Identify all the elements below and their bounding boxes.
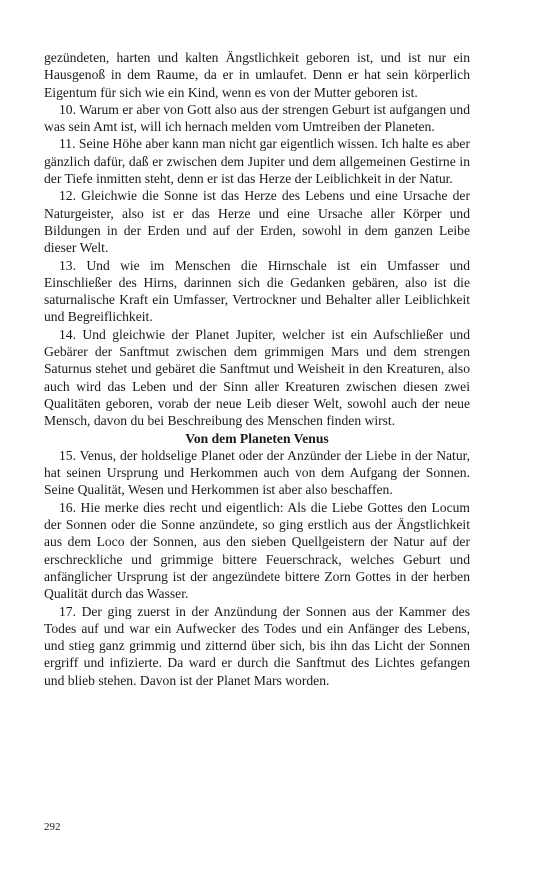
- paragraph-15: 15. Venus, der holdselige Planet oder der Anzünder der Liebe in der Natur, hat seinen Ursprung und Herkommen auch von dem Aufgang der Sonnen. Seine Qualität, Wesen und Herkommen ist aber also beschaffen.: [44, 447, 470, 498]
- paragraph-16: 16. Hie merke dies recht und eigentlich: Als die Liebe Gottes den Locum der Sonnen oder die Sonne anzündete, so ging erstlich aus der Ängstlichkeit aus dem Loco der Sonnen, aus den sieben Quellgeistern der Natur auf der erschreckliche und grimmige bittere Feuerschrack, welches Geburt und anfänglicher Ursprung ist der angezündete bittere Zorn Gottes in der herben Qualität durch das Wasser.: [44, 499, 470, 602]
- paragraph-11: 11. Seine Höhe aber kann man nicht gar eigentlich wissen. Ich halte es aber gänzlich dafür, daß er zwischen dem Jupiter und dem allgemeinen Gestirne in der Tiefe inmitten steht, denn er ist das Herze der Leiblichkeit in der Natur.: [44, 136, 470, 187]
- paragraph-17: 17. Der ging zuerst in der Anzündung der Sonnen aus der Kammer des Todes auf und war ein Aufwecker des Todes und ein Anfänger des Lebens, und stieg ganz grimmig und zitternd über sich, bis ihn das Licht der Sonnen ergriff und infizierte. Da ward er durch die Sanftmut des Lichtes gefangen und blieb stehen. Davon ist der Planet Mars worden.: [44, 603, 470, 688]
- paragraph-10: 10. Warum er aber von Gott also aus der strengen Geburt ist aufgangen und was sein Amt ist, will ich hernach melden vom Umtreiben der Planeten.: [44, 101, 470, 135]
- paragraph-continued: gezündeten, harten und kalten Ängstlichkeit geboren ist, und ist nur ein Hausgenoß in dem Raume, da er in umlaufet. Denn er hat sein körperlich Eigentum für sich wie ein Kind, wenn es von der Mutter geboren ist.: [44, 50, 470, 100]
- page-body: [44, 49, 470, 689]
- section-heading: Von dem Planeten Venus: [185, 430, 329, 446]
- page-number: 292: [44, 821, 61, 833]
- paragraph-12: 12. Gleichwie die Sonne ist das Herze des Lebens und eine Ursache der Naturgeister, also ist er das Herze und eine Ursache aller Körper und Bildungen in der Erden und auf der Erden, sowohl in dem ganzen Leibe dieser Welt.: [44, 188, 470, 256]
- paragraph-14: 14. Und gleichwie der Planet Jupiter, welcher ist ein Aufschließer und Gebärer der Sanftmut zwischen dem grimmigen Mars und dem strengen Saturnus stehet und gebäret die Sanftmut und Weisheit in den Kreaturen, also auch wird das Leben und der Sinn aller Kreaturen zwischen diesen zwei Qualitäten geboren, vorab der neue Leib dieser Welt, sowohl auch der neue Mensch, davon du bei Beschreibung des Menschen finden wirst.: [44, 326, 470, 429]
- paragraph-13: 13. Und wie im Menschen die Hirnschale ist ein Umfasser und Einschließer des Hirns, darinnen sich die Gedanken gebären, also ist die saturnalische Kraft ein Umfasser, Vertrockner und Behalter aller Leiblichkeit und Begreiflichkeit.: [44, 257, 470, 325]
